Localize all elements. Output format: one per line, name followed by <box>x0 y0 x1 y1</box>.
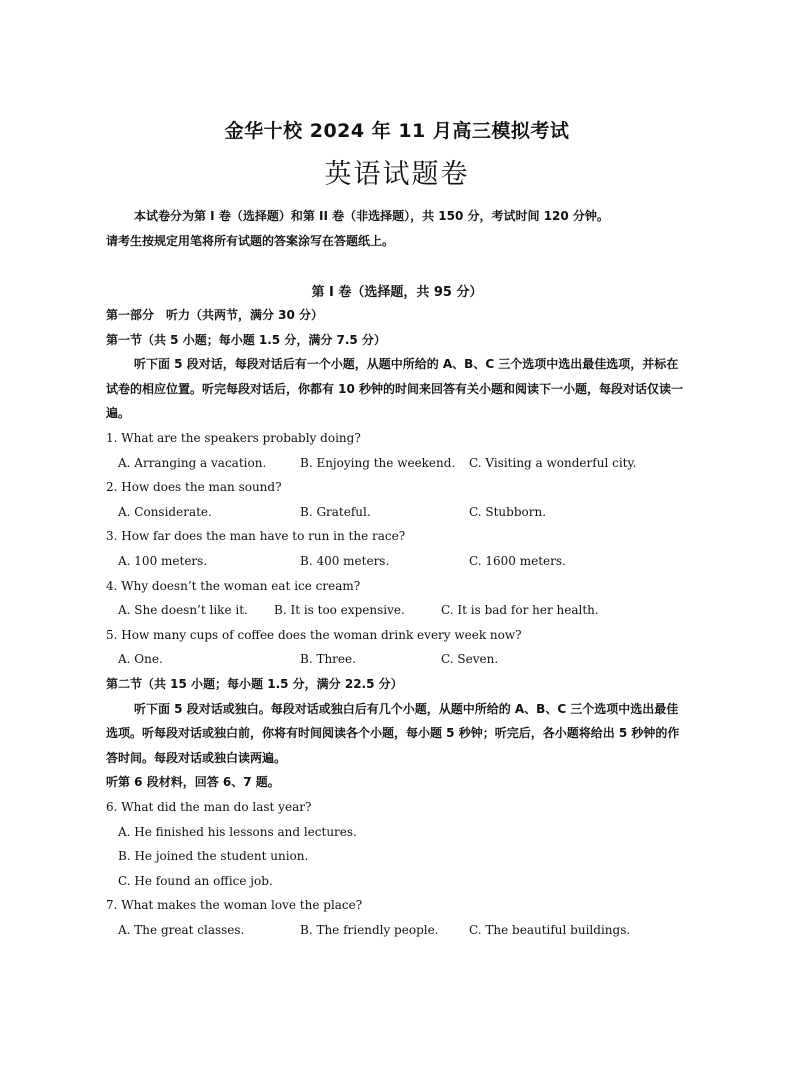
question-4-options <box>106 598 690 623</box>
section-2-directions: 听下面 5 段对话或独白。每段对话或独白后有几个小题，从题中所给的 A、B、C 三个选项中选出最佳选项。听每段对话或独白前，你将有时间阅读各个小题，每小题 5 秒钟；听完后，各小题将给出 5 秒钟的作答时间。每段对话或独白读两遍。 <box>106 701 680 765</box>
option-b: B. The friendly people. <box>300 922 439 937</box>
instructions <box>106 204 696 254</box>
option-a: A. 100 meters. <box>118 553 208 568</box>
option-a: A. One. <box>118 652 163 667</box>
exam-title: 金华十校 2024 年 11 月高三模拟考试 <box>224 120 570 142</box>
option-c: C. The beautiful buildings. <box>469 922 631 937</box>
question-3-options <box>106 549 690 574</box>
listening-section <box>106 303 690 942</box>
question-3: 3. How far does the man have to run in the race? <box>106 529 406 544</box>
option-a: A. Arranging a vacation. <box>118 455 267 470</box>
question-7: 7. What makes the woman love the place? <box>106 898 363 913</box>
question-2: 2. How does the man sound? <box>106 480 282 495</box>
option-c: C. 1600 meters. <box>469 553 566 568</box>
option-c: C. Seven. <box>441 652 499 667</box>
option-c: C. It is bad for her health. <box>441 603 599 618</box>
option-c: C. Visiting a wonderful city. <box>469 455 637 470</box>
question-6: 6. What did the man do last year? <box>106 799 312 814</box>
option-a: A. The great classes. <box>118 922 245 937</box>
section-1-heading: 第一节（共 5 小题；每小题 1.5 分，满分 7.5 分） <box>106 332 386 347</box>
question-7-options <box>106 918 690 943</box>
material-6-instruction: 听第 6 段材料，回答 6、7 题。 <box>106 775 280 790</box>
question-2-options <box>106 500 690 525</box>
instructions-line-1: 本试卷分为第 I 卷（选择题）和第 II 卷（非选择题），共 150 分，考试时间 120 分钟。 <box>134 209 609 223</box>
instructions-line-2: 请考生按规定用笔将所有试题的答案涂写在答题纸上。 <box>106 234 395 248</box>
question-1-options <box>106 451 690 476</box>
question-5-options <box>106 647 690 672</box>
part-heading: 第一部分 听力（共两节，满分 30 分） <box>106 308 324 322</box>
option-b: B. Three. <box>300 652 356 667</box>
option-a: A. Considerate. <box>118 504 212 519</box>
section-1-directions: 听下面 5 段对话，每段对话后有一个小题，从题中所给的 A、B、C 三个选项中选出最佳选项，并标在试卷的相应位置。听完每段对话后，你都有 10 秒钟的时间来回答有关小题和阅读下一小题，每段对话仅读一遍。 <box>106 357 684 421</box>
part-1-title: 第 I 卷（选择题，共 95 分） <box>311 285 483 300</box>
option-b: B. Enjoying the weekend. <box>300 455 456 470</box>
option-c: C. He found an office job. <box>118 873 273 888</box>
option-a: A. He finished his lessons and lectures. <box>118 824 357 839</box>
question-5: 5. How many cups of coffee does the woman drink every week now? <box>106 627 522 642</box>
option-b: B. Grateful. <box>300 504 371 519</box>
section-2-heading: 第二节（共 15 小题；每小题 1.5 分，满分 22.5 分） <box>106 676 403 691</box>
option-b: B. It is too expensive. <box>274 603 405 618</box>
option-b: B. He joined the student union. <box>118 849 309 864</box>
exam-subtitle: 英语试题卷 <box>324 159 470 190</box>
question-1: 1. What are the speakers probably doing? <box>106 430 361 445</box>
option-a: A. She doesn’t like it. <box>118 603 248 618</box>
option-b: B. 400 meters. <box>300 553 390 568</box>
question-4: 4. Why doesn’t the woman eat ice cream? <box>106 578 361 593</box>
option-c: C. Stubborn. <box>469 504 547 519</box>
